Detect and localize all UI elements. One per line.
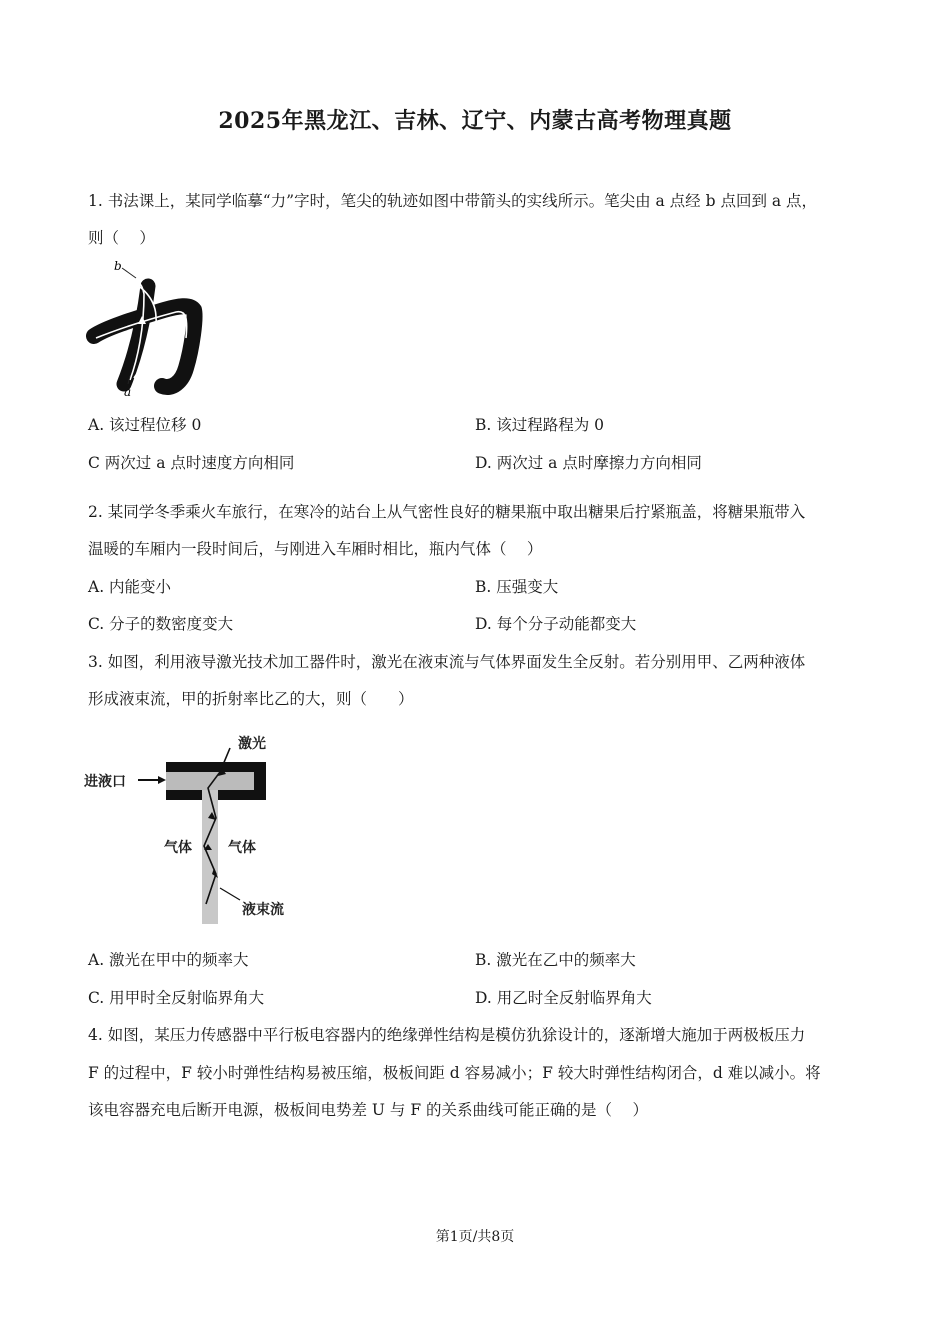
question-1-option-c[interactable]: C 两次过 a 点时速度方向相同 bbox=[88, 454, 295, 472]
question-3-text-line-2: 形成液束流，甲的折射率比乙的大，则（ ） bbox=[88, 690, 414, 708]
question-1-text-line-2: 则（ ） bbox=[88, 229, 155, 247]
question-1-text-line-1: 1. 书法课上，某同学临摹“力”字时，笔尖的轨迹如图中带箭头的实线所示。笔尖由 a 点经 b 点回到 a 点， bbox=[88, 192, 818, 210]
question-2-option-b[interactable]: B. 压强变大 bbox=[475, 578, 559, 596]
question-3-option-b[interactable]: B. 激光在乙中的频率大 bbox=[475, 951, 636, 969]
figure-label-b: b bbox=[114, 259, 122, 273]
question-3-text-line-1: 3. 如图，利用液导激光技术加工器件时，激光在液束流与气体界面发生全反射。若分别用甲、乙两种液体 bbox=[88, 653, 806, 671]
question-4-text-line-1: 4. 如图，某压力传感器中平行板电容器内的绝缘弹性结构是模仿犰狳设计的，逐渐增大施加于两极板压力 bbox=[88, 1026, 806, 1044]
question-4-text-line-3: 该电容器充电后断开电源，极板间电势差 U 与 F 的关系曲线可能正确的是（ ） bbox=[88, 1101, 648, 1119]
question-2-option-c[interactable]: C. 分子的数密度变大 bbox=[88, 615, 234, 633]
page-footer: 第1页/共8页 bbox=[435, 1229, 515, 1245]
question-1-option-a[interactable]: A. 该过程位移 0 bbox=[88, 416, 202, 434]
question-1-option-b[interactable]: B. 该过程路程为 0 bbox=[475, 416, 605, 434]
page-title: 2025年黑龙江、吉林、辽宁、内蒙古高考物理真题 bbox=[218, 108, 732, 134]
figure-label-stream: 液束流 bbox=[242, 902, 284, 918]
figure-label-gas-right: 气体 bbox=[228, 840, 256, 856]
question-2-option-d[interactable]: D. 每个分子动能都变大 bbox=[475, 615, 637, 633]
figure-label-inlet: 进液口 bbox=[84, 774, 126, 790]
question-1-figure-li-character bbox=[86, 258, 206, 398]
question-4-text-line-2: F 的过程中，F 较小时弹性结构易被压缩，极板间距 d 容易减小；F 较大时弹性结构闭合，d 难以减小。将 bbox=[88, 1064, 821, 1082]
question-2-text-line-1: 2. 某同学冬季乘火车旅行，在寒冷的站台上从气密性良好的糖果瓶中取出糖果后拧紧瓶盖，将糖果瓶带入 bbox=[88, 503, 806, 521]
question-1-option-d[interactable]: D. 两次过 a 点时摩擦力方向相同 bbox=[475, 454, 702, 472]
figure-label-a: a bbox=[124, 385, 132, 398]
question-3-option-d[interactable]: D. 用乙时全反射临界角大 bbox=[475, 989, 652, 1007]
question-3-option-c[interactable]: C. 用甲时全反射临界角大 bbox=[88, 989, 265, 1007]
figure-label-laser: 激光 bbox=[238, 736, 266, 752]
figure-label-gas-left: 气体 bbox=[164, 840, 192, 856]
question-3-figure-liquid-laser bbox=[82, 728, 312, 928]
question-2-text-line-2: 温暖的车厢内一段时间后，与刚进入车厢时相比，瓶内气体（ ） bbox=[88, 540, 543, 558]
question-2-option-a[interactable]: A. 内能变小 bbox=[88, 578, 172, 596]
question-3-option-a[interactable]: A. 激光在甲中的频率大 bbox=[88, 951, 249, 969]
